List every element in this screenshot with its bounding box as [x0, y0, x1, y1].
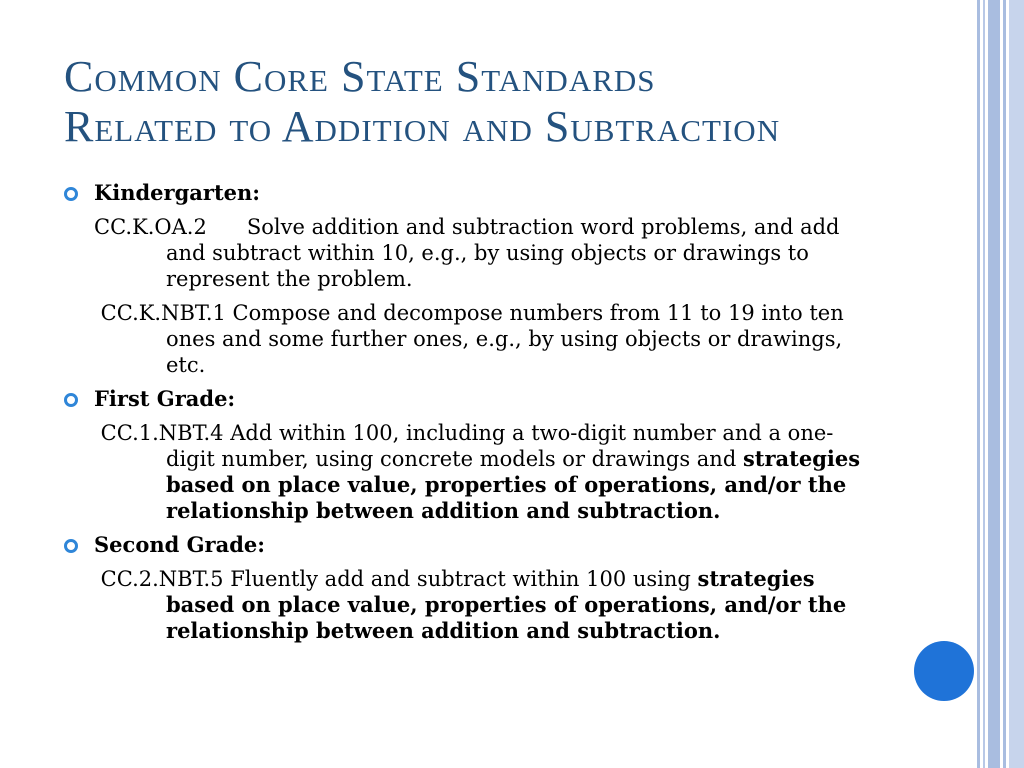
standard-text: Compose and decompose numbers from 11 to 19 into ten ones and some further ones, e.g., by using objects or drawings, etc.: [166, 301, 844, 377]
section-heading: Second Grade:: [94, 532, 265, 557]
section-first-grade: [60, 386, 880, 412]
section-second-grade: [60, 532, 880, 558]
stripe: [977, 0, 980, 768]
stripe: [988, 0, 1000, 768]
standard-bold-text: strategies based on place value, properties of operations, and/or the relationship between addition and subtraction.: [166, 446, 861, 523]
standard-code: CC.K.OA.2: [94, 215, 247, 239]
section-heading: First Grade:: [94, 386, 236, 411]
decorative-stripes: [977, 0, 1024, 768]
stripe: [1009, 0, 1024, 768]
bullet-icon: [64, 393, 78, 407]
decorative-circle: [914, 641, 974, 701]
standard-code: CC.K.NBT.1: [94, 301, 233, 325]
title-line-2: Related to Addition and Subtraction: [64, 102, 781, 151]
bullet-icon: [64, 187, 78, 201]
standard-item: [60, 566, 880, 644]
standard-code: CC.1.NBT.4: [94, 421, 231, 445]
slide-title: [64, 52, 944, 152]
standard-code: CC.2.NBT.5: [94, 567, 231, 591]
slide-body: [60, 180, 880, 652]
standard-bold-text: strategies based on place value, properties of operations, and/or the relationship between addition and subtraction.: [166, 566, 847, 643]
title-line-1: Common Core State Standards: [64, 52, 656, 101]
stripe: [983, 0, 985, 768]
section-kindergarten: [60, 180, 880, 206]
stripe: [1003, 0, 1006, 768]
bullet-icon: [64, 539, 78, 553]
standard-text: Add within 100, including a two-digit number and a one-digit number, using concrete models or drawings and: [166, 421, 834, 471]
section-heading: Kindergarten:: [94, 180, 261, 205]
standard-item: [60, 214, 880, 292]
standard-item: [60, 300, 880, 378]
standard-text: Solve addition and subtraction word problems, and add and subtract within 10, e.g., by using objects or drawings to represent the problem.: [166, 215, 840, 291]
standard-item: [60, 420, 880, 524]
standard-text: Fluently add and subtract within 100 using: [230, 567, 698, 591]
